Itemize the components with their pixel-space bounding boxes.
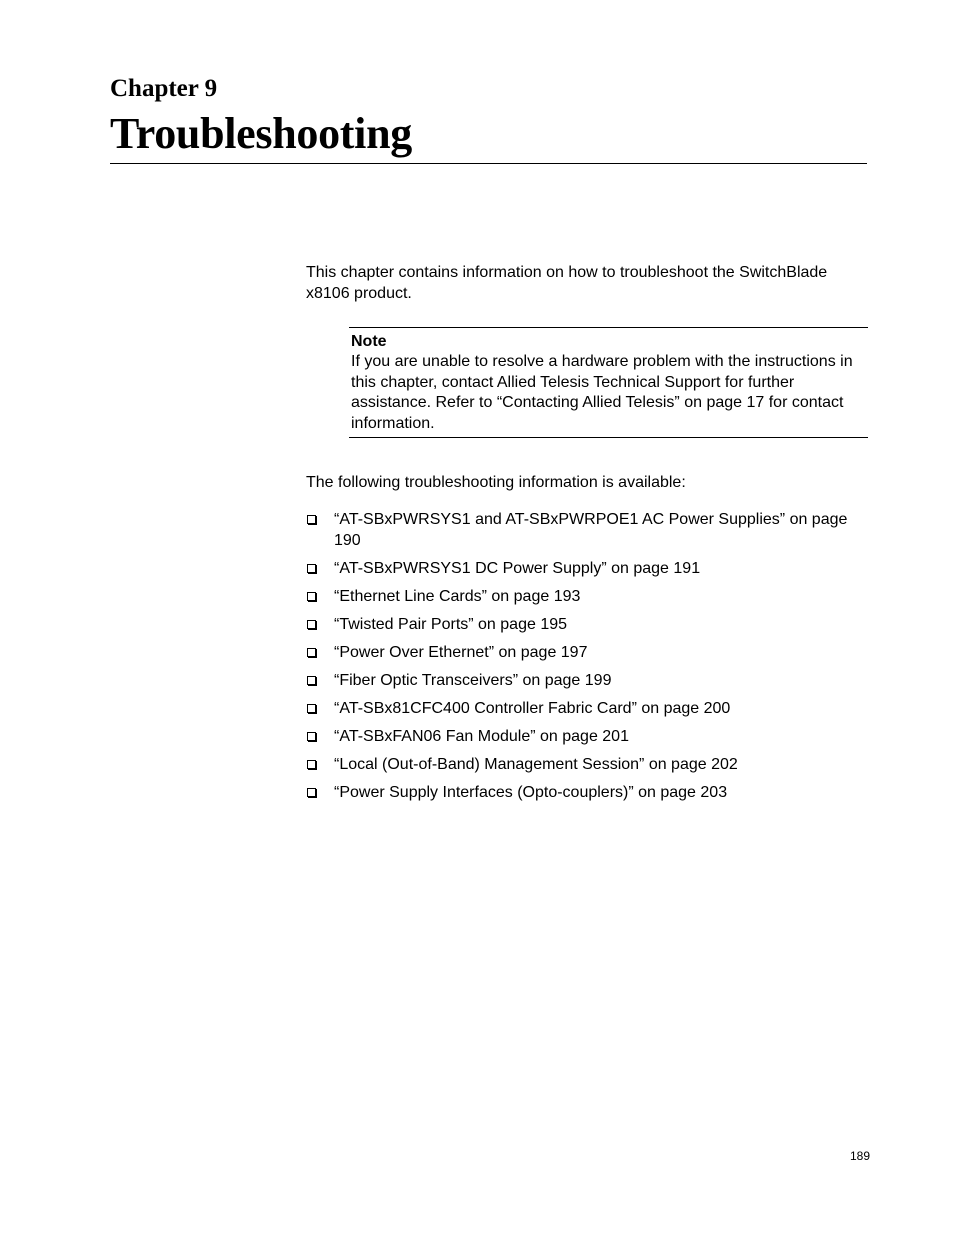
list-item <box>306 726 866 747</box>
list-item-text: “AT-SBx81CFC400 Controller Fabric Card” on page 200 <box>334 700 731 717</box>
checkbox-bullet-icon <box>307 564 316 573</box>
list-lead-text: The following troubleshooting information is available: <box>306 474 686 491</box>
page-title: Troubleshooting <box>110 109 412 158</box>
checkbox-bullet-icon <box>307 788 316 797</box>
list-item-text: “AT-SBxPWRSYS1 and AT-SBxPWRPOE1 AC Power Supplies” on page 190 <box>334 511 848 549</box>
list-item <box>306 586 866 607</box>
list-item-text: “Ethernet Line Cards” on page 193 <box>334 588 581 605</box>
note-body: If you are unable to resolve a hardware problem with the instructions in this chapter, contact Allied Telesis Technical Support for further assistance. Refer to “Contacting Allied Telesis” on page 17 for contact information. <box>351 353 853 432</box>
title-divider <box>110 163 867 164</box>
checkbox-bullet-icon <box>307 620 316 629</box>
list-item <box>306 509 866 551</box>
list-item-text: “Fiber Optic Transceivers” on page 199 <box>334 672 612 689</box>
list-item <box>306 698 866 719</box>
checkbox-bullet-icon <box>307 676 316 685</box>
checkbox-bullet-icon <box>307 515 316 524</box>
list-item-text: “AT-SBxPWRSYS1 DC Power Supply” on page 191 <box>334 560 701 577</box>
list-item <box>306 642 866 663</box>
list-item <box>306 754 866 775</box>
checkbox-bullet-icon <box>307 760 316 769</box>
checkbox-bullet-icon <box>307 704 316 713</box>
list-item <box>306 614 866 635</box>
list-item-text: “Power Supply Interfaces (Opto-couplers)” on page 203 <box>334 784 728 801</box>
list-item-text: “Local (Out-of-Band) Management Session” on page 202 <box>334 756 738 773</box>
list-item-text: “Twisted Pair Ports” on page 195 <box>334 616 568 633</box>
list-item <box>306 670 866 691</box>
chapter-label: Chapter 9 <box>110 75 218 102</box>
checkbox-bullet-icon <box>307 648 316 657</box>
note-heading: Note <box>351 333 387 350</box>
list-item-text: “AT-SBxFAN06 Fan Module” on page 201 <box>334 728 629 745</box>
note-box <box>349 327 868 438</box>
page-number: 189 <box>849 1149 870 1163</box>
checkbox-bullet-icon <box>307 732 316 741</box>
list-item <box>306 782 866 803</box>
list-item <box>306 558 866 579</box>
troubleshooting-topic-list <box>306 509 866 810</box>
intro-paragraph: This chapter contains information on how to troubleshoot the SwitchBlade x8106 product. <box>306 264 828 302</box>
list-item-text: “Power Over Ethernet” on page 197 <box>334 644 588 661</box>
checkbox-bullet-icon <box>307 592 316 601</box>
